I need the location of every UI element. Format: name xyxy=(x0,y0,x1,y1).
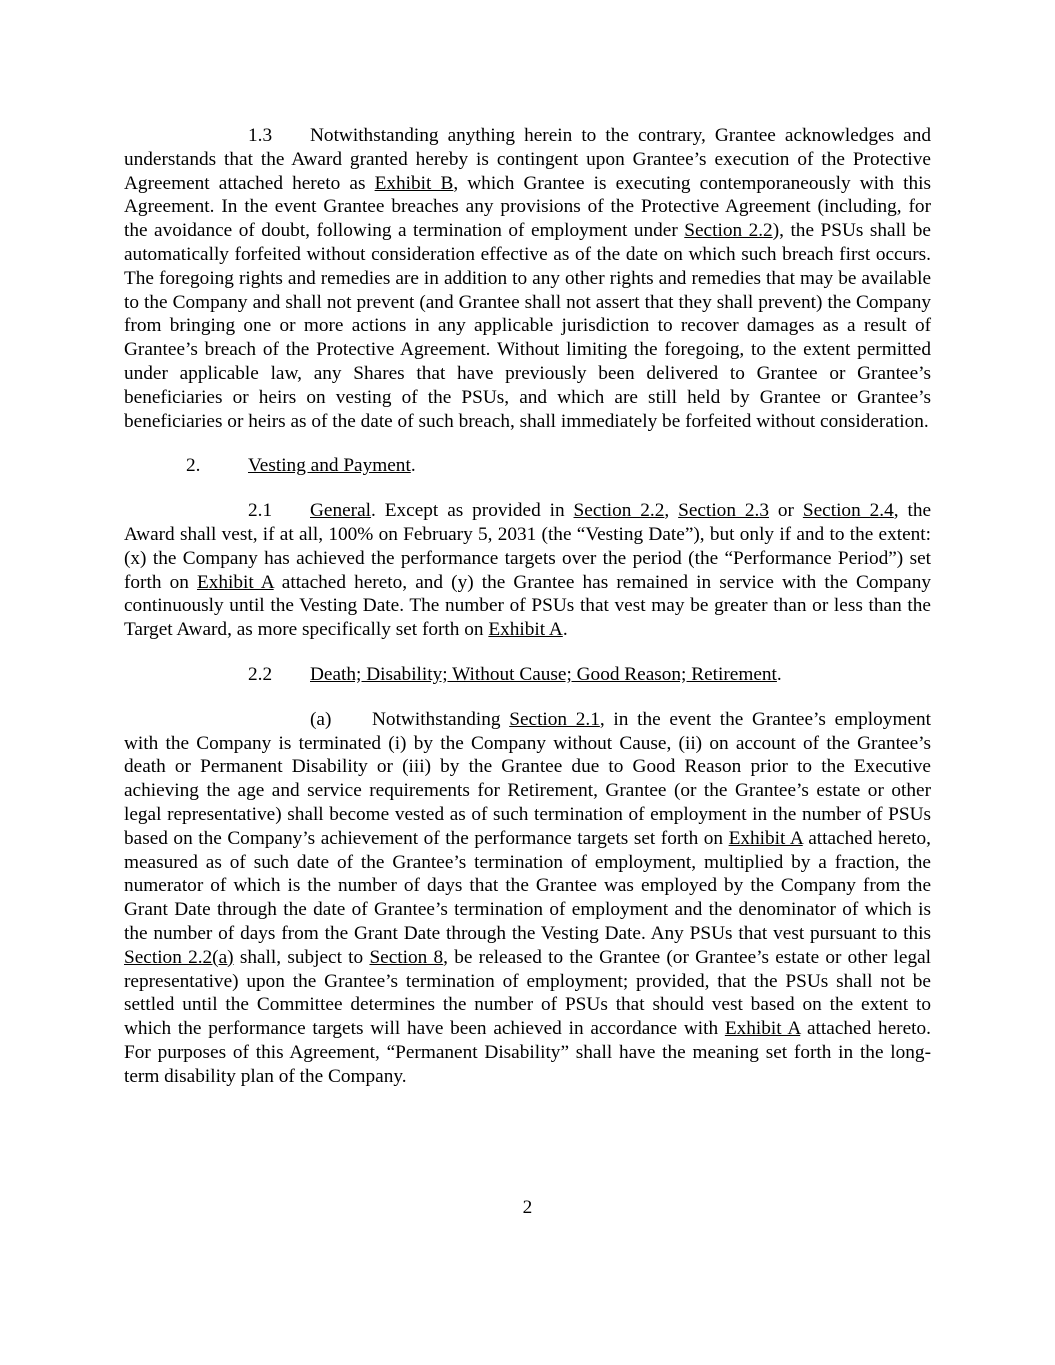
paragraph-text: attached hereto, and (y) the Grantee has remained in service with the Company continuously until the Vesting Date. The number of PSUs that vest may be greater than or less than the Target Award, as more specifically set forth on xyxy=(124,571,932,641)
subsection-number: (a) xyxy=(310,708,332,730)
paragraph-text: or xyxy=(768,500,803,522)
section-2-2-reference: Section 2.2 xyxy=(573,500,665,522)
section-number: 2.2 xyxy=(248,663,273,685)
section-2-2-heading xyxy=(248,663,931,687)
exhibit-a-reference: Exhibit A xyxy=(728,827,803,849)
punctuation: . xyxy=(410,455,416,477)
section-2-4-reference: Section 2.4 xyxy=(802,500,894,522)
punctuation: , xyxy=(664,500,679,522)
paragraph-text: , be released to the Grantee (or Grantee’s estate or other legal representative) upon the Grantee’s termination of employment; provided, that the PSUs shall not be settled until the Committee determines the number of PSUs that should vest based on the extent to which the performance targets will have been achieved in accordance with xyxy=(124,946,932,1040)
paragraph-text: , which Grantee is executing contemporaneously with this Agreement. In the event Grantee breaches any provisions of the Protective Agreement (including, for the avoidance of doubt, following a termination of employment under xyxy=(124,172,932,242)
section-2-1-paragraph xyxy=(124,499,931,642)
exhibit-a-reference: Exhibit A xyxy=(488,619,563,641)
section-title: Death; Disability; Without Cause; Good Reason; Retirement xyxy=(310,663,777,685)
section-1-3-paragraph xyxy=(124,124,931,433)
paragraph-text: . Except as provided in xyxy=(371,500,574,522)
paragraph-text: , the Award shall vest, if at all, 100% on February 5, 2031 (the “Vesting Date”), but only if and to the extent: (x) the Company has achieved the performance targets over the period (the “Performance Period”) set forth on xyxy=(124,500,932,593)
document-page xyxy=(124,124,931,1088)
paragraph-text: attached hereto, measured as of such date of the Grantee’s termination of employment, multiplied by a fraction, the numerator of which is the number of days that the Grantee was employed by the Company from the Grant Date through the date of Grantee’s termination of employment and the denominator of which is the number of days from the Grant Date through the Vesting Date. Any PSUs that vest pursuant to this xyxy=(124,827,931,944)
punctuation: . xyxy=(776,663,782,685)
section-number: 2.1 xyxy=(248,500,273,522)
paragraph-text: Notwithstanding anything herein to the contrary, Grantee acknowledges and understands that the Award granted hereby is contingent upon Grantee’s execution of the Protective Agreement attached hereto as xyxy=(124,125,931,194)
section-title: Vesting and Payment xyxy=(248,455,411,477)
paragraph-text: ), the PSUs shall be automatically forfeited without consideration effective as of the date on which such breach first occurs. The foregoing rights and remedies are in addition to any other rights and remedies that may be available to the Company and shall not prevent (and Grantee shall not assert that they shall prevent) the Company from bringing one or more actions in any applicable jurisdiction to recover damages as a result of Grantee’s breach of the Protective Agreement. Without limiting the foregoing, to the extent permitted under applicable law, any Shares that have previously been delivered to Grantee or Grantee’s beneficiaries or heirs on vesting of the PSUs, and which are still held by Grantee or Grantee’s beneficiaries or heirs as of the date of such breach, shall immediately be forfeited without consideration. xyxy=(124,220,931,432)
section-number: 2. xyxy=(186,455,201,477)
section-2-heading xyxy=(186,454,931,478)
section-2-1-reference: Section 2.1 xyxy=(509,708,600,730)
exhibit-a-reference: Exhibit A xyxy=(196,571,274,593)
paragraph-text: attached hereto. For purposes of this Agreement, “Permanent Disability” shall have the meaning set forth in the long-term disability plan of the Company. xyxy=(124,1018,931,1087)
punctuation: . xyxy=(562,619,568,641)
exhibit-b-reference: Exhibit B xyxy=(374,172,454,194)
page-number: 2 xyxy=(522,1197,533,1218)
exhibit-a-reference: Exhibit A xyxy=(724,1018,801,1040)
paragraph-text: shall, subject to xyxy=(233,946,370,968)
section-2-2-a-reference: Section 2.2(a) xyxy=(124,946,234,968)
section-2-2-reference: Section 2.2 xyxy=(684,220,773,242)
section-title: General xyxy=(310,500,372,522)
paragraph-text: Notwithstanding xyxy=(372,708,510,730)
section-8-reference: Section 8 xyxy=(369,946,444,968)
section-2-2-a-paragraph xyxy=(124,708,931,1089)
section-number: 1.3 xyxy=(248,125,273,146)
section-2-3-reference: Section 2.3 xyxy=(678,500,769,522)
paragraph-text: , in the event the Grantee’s employment with the Company is terminated (i) by the Company without Cause, (ii) on account of the Grantee’s death or Permanent Disability or (iii) by the Grantee due to Good Reason prior to the Executive achieving the age and service requirements for Retirement, Grantee (or the Grantee’s estate or other legal representative) shall become vested as of such termination of employment in the number of PSUs based on the Company’s achievement of the performance targets set forth on xyxy=(124,708,931,849)
